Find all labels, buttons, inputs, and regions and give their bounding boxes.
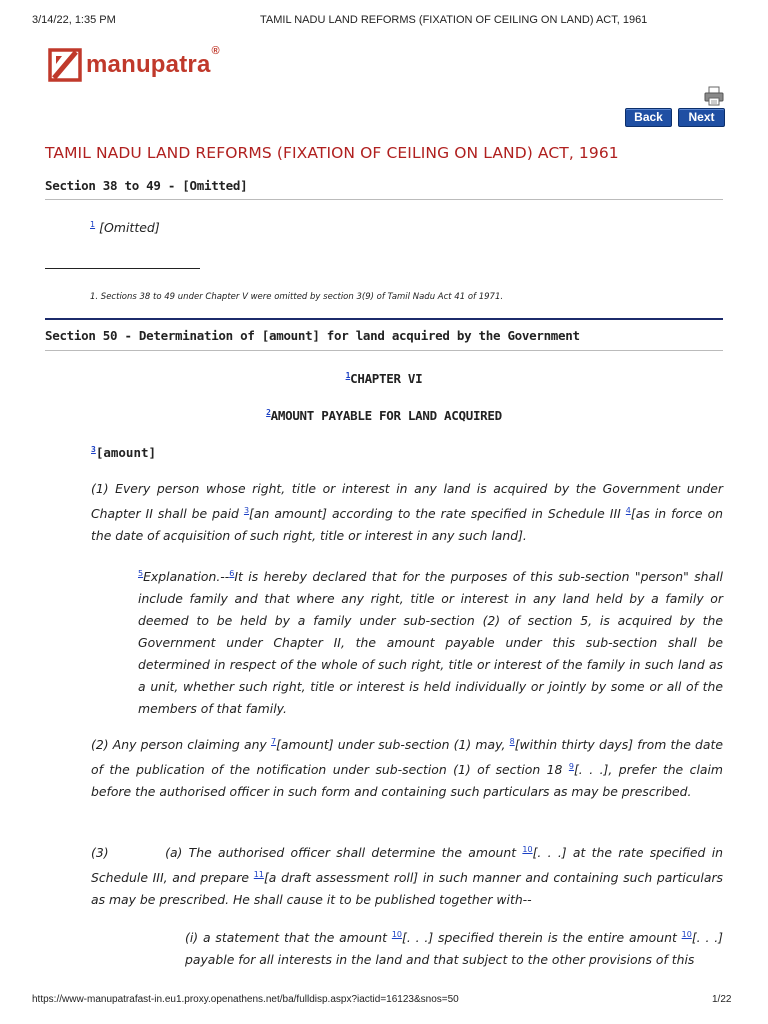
print-footer-page: 1/22 (712, 994, 732, 1005)
divider (45, 199, 723, 200)
footnote-ref[interactable]: 1 (90, 220, 96, 229)
section-50-heading[interactable]: Section 50 - Determination of [amount] for land acquired by the Government (45, 328, 580, 343)
explanation: $^5$Explanation.--$^6$It is hereby declared that for the purposes of this sub-section "person" shall include family and that where any right, title or interest in any land held by a family or deemed to be held by a family under sub-section (2) of section 5, is acquired by the Government under Chapter II, the amount payable under this sub-section shall be determined in respect of the whole of such right, title or interest of the family in such land as a unit, whether such right, title or interest is held individually or jointly by some or all of the members of that family. (138, 569, 723, 717)
next-button[interactable]: Next (678, 108, 725, 127)
footnote-ref[interactable]: 2 (266, 408, 271, 417)
footnote-ref[interactable]: 11 (253, 870, 264, 880)
print-header-title: TAMIL NADU LAND REFORMS (FIXATION OF CEILING ON LAND) ACT, 1961 (260, 14, 648, 26)
subsection-3: (3) (a) The authorised officer shall determine the amount $^{10}$[. . .] at the rate specified in Schedule III, and prepare $^{11}$[a draft assessment roll] in such manner and containing such particulars as may be prescribed. He shall cause it to be published together with-- (91, 845, 723, 908)
chapter-heading: $^1$CHAPTER VI (345, 371, 423, 387)
footnote-ref[interactable]: 1 (345, 371, 351, 380)
print-footer-url: https://www-manupatrafast-in.eu1.proxy.openathens.net/ba/fulldisp.aspx?iactid=16123&snos=50 (32, 994, 459, 1005)
footnote-ref[interactable]: 4 (625, 506, 631, 515)
footnote-ref[interactable]: 10 (522, 845, 533, 854)
footnote: 1. Sections 38 to 49 under Chapter V were omitted by section 3(9) of Tamil Nadu Act 41 of 1971. (90, 292, 504, 302)
footnote-ref[interactable]: 9 (568, 762, 574, 772)
manupatra-logo[interactable] (48, 45, 220, 82)
manupatra-logo-icon (48, 48, 82, 82)
footnote-ref[interactable]: 7 (270, 737, 277, 746)
footnote-divider (45, 268, 200, 269)
chapter-subheading: $^2$AMOUNT PAYABLE FOR LAND ACQUIRED (266, 408, 502, 424)
subsection-3-clause-i: (i) a statement that the amount $^{10}$[. . .] specified therein is the entire amount $^{10}$[. . .] payable for all interests in the land and that subject to the other provisions of this (185, 930, 723, 968)
footnote-ref[interactable]: 3 (91, 445, 96, 454)
document-title: TAMIL NADU LAND REFORMS (FIXATION OF CEILING ON LAND) ACT, 1961 (45, 144, 619, 162)
footnote-ref[interactable]: 5 (138, 569, 144, 578)
footnote-ref[interactable]: 10 (681, 930, 692, 939)
section-divider (45, 318, 723, 320)
printer-icon[interactable] (704, 86, 724, 106)
logo-text: manupatra® (86, 45, 220, 78)
print-header-datetime: 3/14/22, 1:35 PM (32, 14, 116, 26)
footnote-ref[interactable]: 6 (229, 569, 235, 578)
divider (45, 350, 723, 351)
amount-heading: $^3$[amount] (91, 445, 157, 461)
omitted-text: $^1$ [Omitted] (90, 220, 160, 236)
footnote-ref[interactable]: 8 (509, 737, 515, 746)
footnote-ref[interactable]: 3 (243, 506, 250, 515)
back-button[interactable]: Back (625, 108, 672, 127)
section-38-heading[interactable]: Section 38 to 49 - [Omitted] (45, 178, 248, 193)
footnote-ref[interactable]: 10 (391, 930, 403, 939)
subsection-1: (1) Every person whose right, title or interest in any land is acquired by the Government under Chapter II shall be paid $^3$[an amount] according to the rate specified in Schedule III $^4$[as in force on the date of acquisition of such right, title or interest in any such land]. (91, 481, 723, 544)
subsection-2: (2) Any person claiming any $^7$[amount] under sub-section (1) may, $^8$[within thirty days] from the date of the publication of the notification under sub-section (1) of section 18 $^9$[. . .], prefer the claim before the authorised officer in such form and containing such particulars as may be prescribed. (91, 737, 723, 800)
